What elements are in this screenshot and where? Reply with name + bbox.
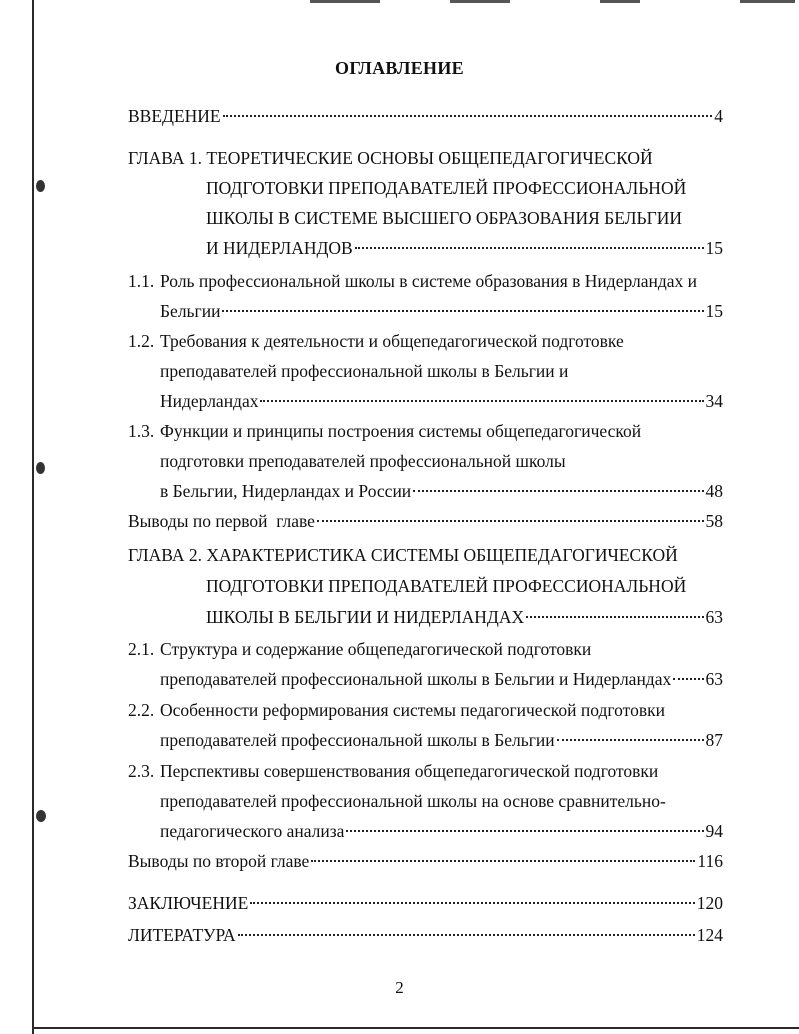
toc-entry-2-2[interactable] bbox=[160, 725, 723, 755]
toc-entry-text[interactable]: Структура и содержание общепедагогической подготовки bbox=[160, 639, 592, 659]
toc-entry-text[interactable]: Требования к деятельности и общепедагогической подготовке bbox=[160, 331, 624, 351]
toc-entry-literature[interactable] bbox=[128, 920, 723, 950]
toc-title: ОГЛАВЛЕНИЕ bbox=[335, 58, 464, 78]
scan-top-mark bbox=[740, 0, 795, 3]
leader-dots bbox=[355, 247, 704, 249]
toc-entry-text: Выводы по второй главе bbox=[128, 851, 310, 871]
toc-entry-1-3[interactable] bbox=[160, 476, 723, 506]
toc-page-number: 4 bbox=[714, 106, 723, 126]
toc-entry-text: в Бельгии, Нидерландах и России bbox=[160, 481, 412, 501]
chapter1-heading-line: ПОДГОТОВКИ ПРЕПОДАВАТЕЛЕЙ ПРОФЕССИОНАЛЬНОЙ bbox=[206, 178, 687, 198]
section-number: 1.1. bbox=[128, 271, 155, 291]
toc-entry-intro[interactable] bbox=[128, 101, 723, 131]
leader-dots bbox=[526, 616, 703, 618]
leader-dots bbox=[673, 678, 703, 680]
toc-entry-1-1[interactable] bbox=[160, 296, 723, 326]
toc-page-number: 34 bbox=[705, 391, 723, 411]
section-number: 2.2. bbox=[128, 700, 155, 720]
toc-entry-2-3[interactable] bbox=[160, 816, 723, 846]
toc-page-number: 94 bbox=[705, 821, 723, 841]
toc-entry-text: ШКОЛЫ В БЕЛЬГИИ И НИДЕРЛАНДАХ bbox=[206, 607, 525, 627]
toc-entry-conclusions-1[interactable] bbox=[128, 506, 723, 536]
toc-entry-text[interactable]: Роль профессиональной школы в системе образования в Нидерландах и bbox=[160, 271, 698, 291]
scan-top-mark bbox=[450, 0, 510, 3]
toc-page-number: 58 bbox=[705, 511, 723, 531]
chapter1-heading-line[interactable]: ГЛАВА 1. ТЕОРЕТИЧЕСКИЕ ОСНОВЫ ОБЩЕПЕДАГОГИЧЕСКОЙ bbox=[128, 148, 653, 168]
toc-entry-chapter1[interactable] bbox=[206, 233, 723, 263]
scan-top-mark bbox=[310, 0, 380, 3]
toc-entry-text: подготовки преподавателей профессиональной школы bbox=[160, 451, 566, 471]
toc-page-number: 63 bbox=[705, 607, 723, 627]
leader-dots bbox=[250, 902, 694, 904]
punch-hole-mark bbox=[36, 462, 45, 474]
toc-entry-text: Выводы по первой главе bbox=[128, 511, 315, 531]
toc-entry-text[interactable]: Особенности реформирования системы педагогической подготовки bbox=[160, 700, 665, 720]
toc-page-number: 120 bbox=[696, 893, 723, 913]
toc-entry-conclusion[interactable] bbox=[128, 888, 723, 918]
scan-top-mark bbox=[600, 0, 640, 3]
chapter1-heading-line: ШКОЛЫ В СИСТЕМЕ ВЫСШЕГО ОБРАЗОВАНИЯ БЕЛЬГИИ bbox=[206, 208, 682, 228]
toc-entry-text: Бельгии bbox=[160, 301, 221, 321]
toc-page-number: 63 bbox=[705, 669, 723, 689]
leader-dots bbox=[260, 400, 703, 402]
section-number: 2.3. bbox=[128, 761, 155, 781]
toc-entry-text: преподавателей профессиональной школы в Бельгии bbox=[160, 730, 555, 750]
toc-entry-text: преподавателей профессиональной школы на основе сравнительно- bbox=[160, 791, 666, 811]
leader-dots bbox=[413, 490, 703, 492]
toc-entry-text[interactable]: Перспективы совершенствования общепедагогической подготовки bbox=[160, 761, 659, 781]
toc-entry-text: ЗАКЛЮЧЕНИЕ bbox=[128, 893, 249, 913]
toc-entry-2-1[interactable] bbox=[160, 664, 723, 694]
leader-dots bbox=[317, 520, 704, 522]
toc-page-number: 87 bbox=[705, 730, 723, 750]
toc-entry-text: ЛИТЕРАТУРА bbox=[128, 925, 236, 945]
toc-entry-text: И НИДЕРЛАНДОВ bbox=[206, 238, 353, 258]
toc-page-number: 116 bbox=[697, 851, 723, 871]
leader-dots bbox=[222, 310, 703, 312]
scan-border-left bbox=[32, 0, 34, 1034]
toc-entry-text: педагогического анализа bbox=[160, 821, 345, 841]
chapter2-heading-line[interactable]: ГЛАВА 2. ХАРАКТЕРИСТИКА СИСТЕМЫ ОБЩЕПЕДАГОГИЧЕСКОЙ bbox=[128, 545, 678, 565]
toc-page-number: 15 bbox=[705, 238, 723, 258]
toc-entry-1-2[interactable] bbox=[160, 386, 723, 416]
scan-border-bottom bbox=[32, 1027, 799, 1029]
leader-dots bbox=[311, 860, 695, 862]
leader-dots bbox=[557, 739, 704, 741]
toc-entry-text[interactable]: Функции и принципы построения системы общепедагогической bbox=[160, 421, 642, 441]
toc-page-number: 124 bbox=[696, 925, 723, 945]
toc-entry-text: ВВЕДЕНИЕ bbox=[128, 106, 221, 126]
toc-entry-text: Нидерландах bbox=[160, 391, 259, 411]
toc-entry-text: преподавателей профессиональной школы в Бельгии и bbox=[160, 361, 569, 381]
punch-hole-mark bbox=[36, 810, 46, 822]
toc-entry-conclusions-2[interactable] bbox=[128, 846, 723, 876]
leader-dots bbox=[238, 934, 695, 936]
toc-page-number: 48 bbox=[705, 481, 723, 501]
leader-dots bbox=[223, 115, 713, 117]
section-number: 1.2. bbox=[128, 331, 155, 351]
toc-entry-chapter2[interactable] bbox=[206, 602, 723, 632]
page-number: 2 bbox=[395, 978, 404, 997]
toc-page-number: 15 bbox=[705, 301, 723, 321]
toc-entry-text: преподавателей профессиональной школы в Бельгии и Нидерландах bbox=[160, 669, 672, 689]
section-number: 2.1. bbox=[128, 639, 155, 659]
section-number: 1.3. bbox=[128, 421, 155, 441]
chapter2-heading-line: ПОДГОТОВКИ ПРЕПОДАВАТЕЛЕЙ ПРОФЕССИОНАЛЬНОЙ bbox=[206, 576, 687, 596]
leader-dots bbox=[346, 830, 703, 832]
punch-hole-mark bbox=[36, 180, 45, 192]
